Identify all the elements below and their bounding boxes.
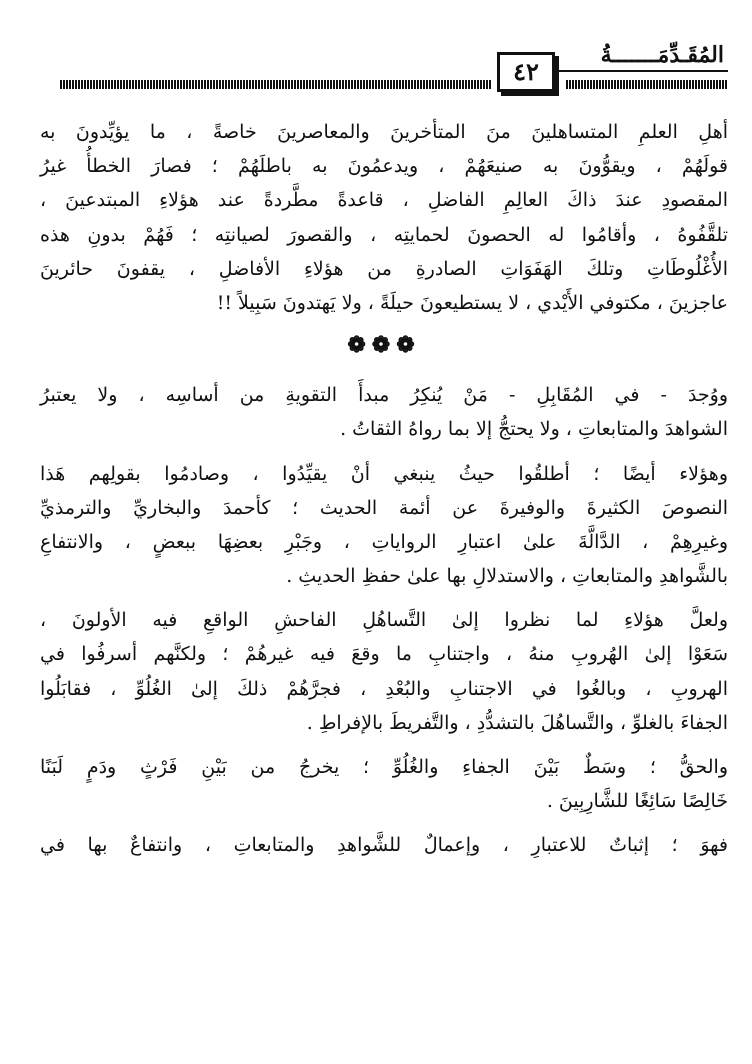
chapter-title: المُقَـدِّمَـــــــةُ xyxy=(600,42,724,68)
page-header xyxy=(0,0,752,100)
text-line: ولعلَّ هؤلاءِ لما نظروا إلىٰ التَّساهُلِ الفاحشِ الواقعِ فيه الأولونَ ، xyxy=(40,609,728,632)
text-line: الهروبِ ، وبالغُوا في الاجتنابِ والبُعْدِ ، فجرَّهُمْ ذلكَ إلىٰ الغُلُوِّ ، فقابَلُوا xyxy=(40,677,728,700)
text-line: قولَهُمْ ، ويقوُّونَ به صنيعَهُمْ ، ويدعمُونَ به باطلَهُمْ ؛ فصارَ الخطأُ غيرُ xyxy=(40,155,728,178)
text-line: فهوَ ؛ إثباتٌ للاعتبارِ ، وإعمالٌ للشَّواهدِ والمتابعاتِ ، وانتفاعٌ بها في xyxy=(40,834,728,857)
page-number: ٤٢ xyxy=(497,52,555,92)
text-line: خَالِصًا سَائِغًا للشَّارِبِينَ . xyxy=(546,790,728,813)
paragraph-6 xyxy=(40,828,728,862)
text-line: النصوصَ الكثيرةَ والوفيرةَ عن أئمة الحديث ؛ كأحمدَ والبخاريِّ والترمذيِّ xyxy=(40,496,728,519)
text-line: والحقُّ ؛ وسَطٌ بَيْنَ الجفاءِ والغُلُوِّ ؛ يخرجُ من بَيْنِ فَرْثٍ ودَمٍ لَبَنًا xyxy=(40,756,728,778)
header-rule-left xyxy=(60,80,492,89)
section-separator: ❁❁❁ xyxy=(347,332,421,359)
text-line: الأُغْلُوطَاتِ وتلكَ الهَفَوَاتِ الصادرةِ من هؤلاءِ الأفاضلِ ، يقفونَ حائرينَ xyxy=(40,257,728,280)
paragraph-5 xyxy=(40,750,728,818)
text-line: الجفاءَ بالغلوِّ ، والتَّساهُلَ بالتشدُّدِ ، والتَّفريطَ بالإفراطِ . xyxy=(306,711,728,734)
text-line: سَعَوْا إلىٰ الهُروبِ منهُ ، واجتنابِ ما وقعَ فيه غيرهُمْ ؛ ولكنَّهم أسرفُوا في xyxy=(40,643,728,666)
text-line: وغيرِهِمْ ، الدَّالَّةَ علىٰ اعتبارِ الرواياتِ ، وجَبْرِ بعضِهَا ببعضٍ ، والانتفاعِ xyxy=(40,530,728,553)
paragraph-3 xyxy=(40,457,728,594)
text-line: ووُجدَ - في المُقَابِلِ - مَنْ يُنكِرُ مبدأَ التقويةِ من أساسِه ، ولا يعتبرُ xyxy=(40,384,728,407)
paragraph-2 xyxy=(40,378,728,446)
header-rule-right xyxy=(566,80,728,89)
title-underline xyxy=(550,70,728,72)
paragraph-4 xyxy=(40,603,728,740)
page-body xyxy=(40,115,728,873)
text-line: أهلِ العلمِ المتساهلينَ منَ المتأخرينَ والمعاصرينَ خاصةً ، ما يؤيِّدونَ به xyxy=(40,121,728,143)
text-line: المقصودِ عندَ ذاكَ العالِمِ الفاضلِ ، قاعدةً مطَّردةً عند هؤلاءِ المبتدعينَ ، xyxy=(40,189,728,212)
text-line: بالشَّواهدِ والمتابعاتِ ، والاستدلالِ بها علىٰ حفظِ الحديثِ . xyxy=(286,565,728,588)
text-line: وهؤلاء أيضًا ؛ أطلقُوا حيثُ ينبغي أنْ يقيِّدُوا ، وصادمُوا بقولِهم هَذا xyxy=(40,462,728,485)
text-line: عاجزينَ ، مكتوفي الأَيْدي ، لا يستطيعونَ حيلَةً ، ولا يَهتدونَ سَبِيلاً !! xyxy=(216,291,728,314)
paragraph-1 xyxy=(40,115,728,320)
text-line: الشواهدَ والمتابعاتِ ، ولا يحتجُّ إلا بما رواهُ الثقاتُ . xyxy=(340,418,728,441)
text-line: تلقَّفُوهُ ، وأقامُوا له الحصونَ لحمايتِه ، والقصورَ لصيانتِه ؛ فَهُمْ بدونِ هذه xyxy=(40,223,728,246)
